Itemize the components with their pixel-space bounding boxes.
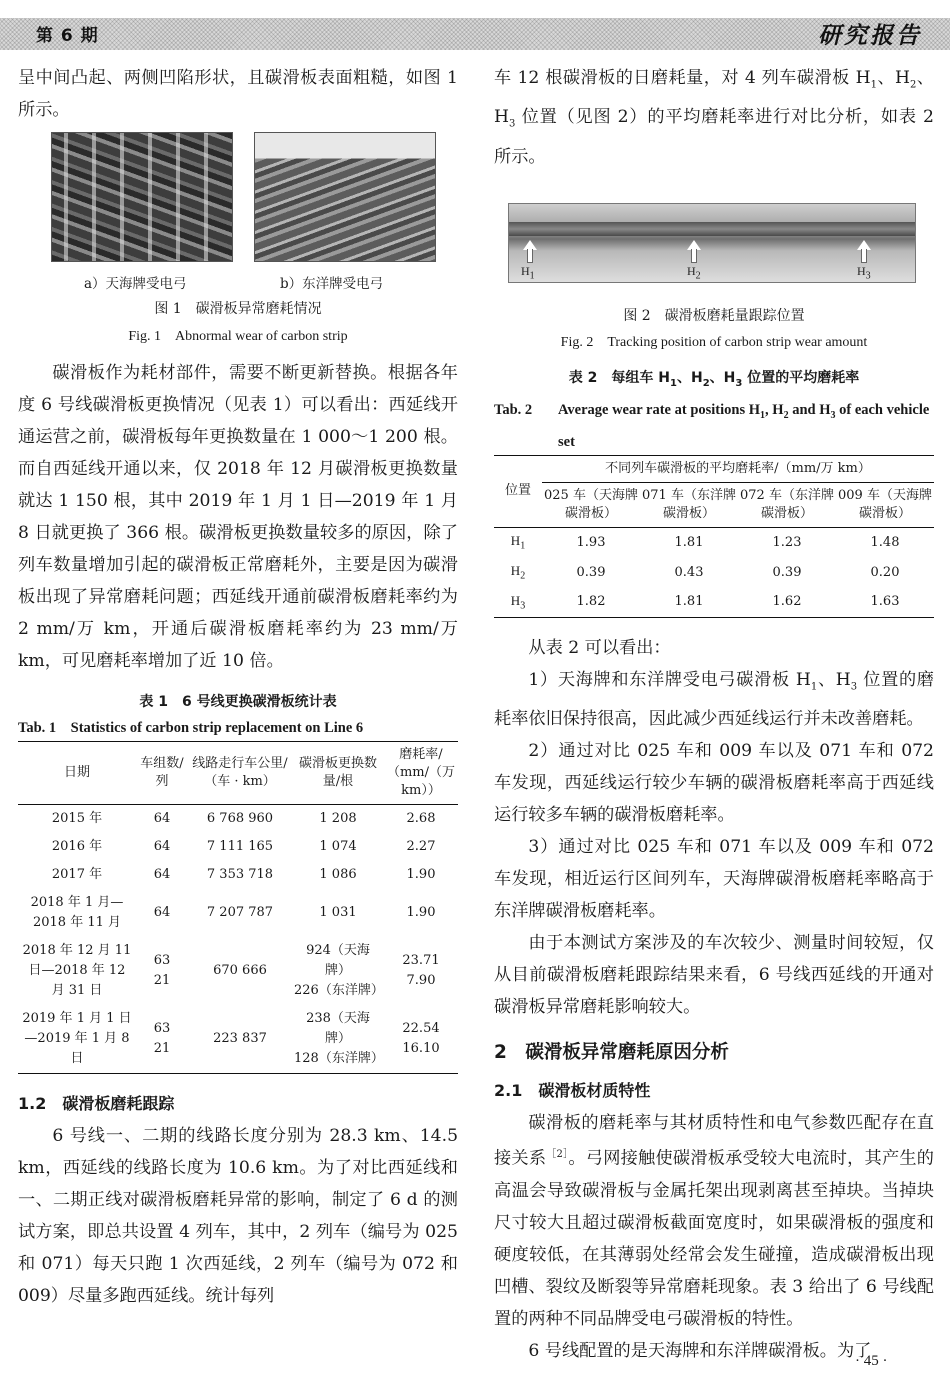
arrow-up-icon <box>857 240 871 266</box>
table-2-header-group: 不同列车碳滑板的平均磨耗率/（mm/万 km） <box>542 455 934 482</box>
table-2-cell-value: 1.63 <box>870 594 900 610</box>
table-1-cell-sets: 64 <box>153 905 171 920</box>
position-h2-label: $H_2$ <box>687 263 701 282</box>
table-1-cell-rate: 23.71 7.90 <box>402 953 440 988</box>
table-1-cell-rate: 22.54 16.10 <box>402 1021 440 1056</box>
table-2-header-025: 025 车（天海牌碳滑板） <box>542 482 640 527</box>
paragraph-finding-2: 2）通过对比 025 车和 009 车以及 071 车和 072 车发现，西延线运行较少车辆的碳滑板磨耗率高于西延线运行较多车辆的碳滑板磨耗率。 <box>494 741 934 825</box>
table-1-cell-date: 2018 年 1 月—2018 年 11 月 <box>30 895 124 930</box>
table-1-block <box>18 689 458 1074</box>
paragraph-last: 6 号线配置的是天海牌和东洋牌碳滑板。为了 <box>528 1340 872 1361</box>
table-1-header-km: 线路走行车公里/（车 · km） <box>188 742 292 805</box>
paragraph-conclusion: 由于本测试方案涉及的车次较少、测量时间较短，仅从目前碳滑板磨耗跟踪结果来看，6 号线西延线的开通对碳滑板异常磨耗影响较大。 <box>494 933 934 1017</box>
table-2-header-072: 072 车（东洋牌碳滑板） <box>738 482 836 527</box>
table-row <box>18 1005 458 1074</box>
table-1-cell-sets: 64 <box>153 811 171 826</box>
table-2-cell-value: 1.93 <box>576 534 606 550</box>
table-1-cell-sets: 64 <box>153 839 171 854</box>
table-1-cell-sets: 63 21 <box>153 953 171 988</box>
table-1-cell-count: 1 031 <box>319 905 357 920</box>
figure-2-caption-en: Fig. 2 Tracking position of carbon strip wear amount <box>560 334 868 350</box>
section-1-2-title: 1.2 碳滑板磨耗跟踪 <box>18 1094 175 1113</box>
right-column <box>494 62 934 1367</box>
table-1-header-sets: 车组数/列 <box>136 742 188 805</box>
left-column <box>18 62 458 1312</box>
table-2-cell-value: 0.43 <box>674 564 704 580</box>
table-1-cell-km: 7 353 718 <box>206 867 274 882</box>
table-row <box>18 833 458 861</box>
section-2-title: 2 碳滑板异常磨耗原因分析 <box>494 1042 729 1063</box>
paragraph-table2-intro: 从表 2 可以看出： <box>528 637 671 658</box>
table-1-cell-count: 1 086 <box>319 867 357 882</box>
table-2-cell-value: 1.23 <box>772 534 802 550</box>
table-2-cell-value: 0.39 <box>576 564 606 580</box>
table-row <box>494 527 934 557</box>
table-1-cell-date: 2018 年 12 月 11 日—2018 年 12 月 31 日 <box>22 943 132 998</box>
table-2-cell-value: 0.20 <box>870 564 900 580</box>
citation-2[interactable]: ［2］ <box>546 1149 569 1160</box>
table-2-cell-value: 1.81 <box>674 534 704 550</box>
table-2-header-009: 009 车（天海牌碳滑板） <box>836 482 934 527</box>
carbon-strip-photo <box>508 203 916 283</box>
table-1-cell-rate: 2.68 <box>406 811 436 826</box>
table-1-cell-km: 6 768 960 <box>206 811 274 826</box>
table-1-cell-date: 2016 年 <box>51 839 103 854</box>
paragraph-tracking: 6 号线一、二期的线路长度分别为 28.3 km、14.5 km，西延线的线路长度为 10.6 km。为了对比西延线和一、二期正线对碳滑板磨耗异常的影响，制定了 6 d 的测试方案，即总共设置 4 列车，其中，2 列车（编号为 025 和 071）每天只跑 1 次西延线，2 列车（编号为 072 和 009）尽量多跑西延线。统计每列 <box>18 1126 458 1306</box>
table-1-cell-sets: 64 <box>153 867 171 882</box>
table-2-cell-position: $H_1$ <box>510 533 526 552</box>
table-row <box>494 557 934 587</box>
table-1-cell-date: 2015 年 <box>51 811 103 826</box>
table-row <box>494 587 934 617</box>
table-2-block <box>494 365 934 618</box>
figure-1a-label: a）天海牌受电弓 <box>84 276 187 292</box>
table-row <box>18 861 458 889</box>
paragraph-material: 碳滑板的磨耗率与其材质特性和电气参数匹配存在直接关系$^{[2]}$。弓网接触使碳滑板承受较大电流时，其产生的高温会导致碳滑板与金属托架出现剥离甚至掉块。当掉块尺寸较大且超过碳滑板截面宽度时，如果碳滑板的强度和硬度较低，在其薄弱处经常会发生碰撞，造成碳滑板出现凹槽、裂纹及断裂等异常磨耗现象。表 3 给出了 6 号线配置的两种不同品牌受电弓碳滑板的特性。 <box>494 1113 934 1329</box>
figure-1-caption-cn: 图 1 碳滑板异常磨耗情况 <box>154 301 322 317</box>
arrow-up-icon <box>687 240 701 266</box>
table-row <box>18 937 458 1005</box>
table-1-header-count: 碳滑板更换数量/根 <box>292 742 384 805</box>
table-1-cell-km: 7 111 165 <box>206 839 274 854</box>
table-2-title-en: Tab. 2 Average wear rate at positions $H_1$, $H_2$ and $H_3$ of each vehicle set <box>494 401 930 450</box>
photo-dongyang-pantograph <box>254 132 436 262</box>
figure-1-caption-en: Fig. 1 Abnormal wear of carbon strip <box>128 329 348 344</box>
table-2 <box>494 455 934 618</box>
table-1-cell-count: 1 074 <box>319 839 357 854</box>
table-2-cell-position: $H_2$ <box>510 562 526 582</box>
table-2-cell-value: 0.39 <box>772 564 802 580</box>
table-2-cell-value: 1.62 <box>772 594 802 610</box>
journal-column-title: 研究报告 <box>818 22 922 49</box>
section-2-1-title: 2.1 碳滑板材质特性 <box>494 1081 651 1100</box>
table-2-cell-value: 1.48 <box>870 534 900 550</box>
table-1-title-cn: 表 1 6 号线更换碳滑板统计表 <box>139 694 337 710</box>
table-2-title-cn: 表 2 每组车 $H_1$、$H_2$、$H_3$ 位置的平均磨耗率 <box>568 369 860 389</box>
paragraph-continued: 车 12 根碳滑板的日磨耗量，对 4 列车碳滑板 $H_1$、$H_2$、$H_3$ 位置（见图 2）的平均磨耗率进行对比分析，如表 2 所示。 <box>494 68 934 167</box>
table-1-cell-rate: 1.90 <box>406 867 436 882</box>
table-1-cell-date: 2017 年 <box>51 867 103 882</box>
paragraph-intro: 呈中间凸起、两侧凹陷形状，且碳滑板表面粗糙，如图 1 所示。 <box>18 68 458 120</box>
figure-1b-label: b）东洋牌受电弓 <box>280 276 384 292</box>
table-2-cell-position: $H_3$ <box>510 592 526 612</box>
table-1-cell-count: 1 208 <box>319 811 357 826</box>
paragraph-finding-3: 3）通过对比 025 车和 071 车以及 009 车和 072 车发现，相近运行区间列车，天海牌碳滑板磨耗率略高于东洋牌碳滑板磨耗率。 <box>494 837 934 921</box>
table-1-cell-km: 7 207 787 <box>206 905 274 920</box>
figure-2 <box>494 203 934 303</box>
table-1-cell-rate: 1.90 <box>406 905 436 920</box>
table-1-header-date: 日期 <box>18 742 136 805</box>
issue-number: 第 6 期 <box>36 26 99 46</box>
table-1 <box>18 741 458 1074</box>
table-1-cell-km: 223 837 <box>213 1031 267 1046</box>
table-1-cell-count: 238（天海牌） 128（东洋牌） <box>294 1011 384 1066</box>
photo-tianhai-pantograph <box>51 132 233 262</box>
position-h1-label: $H_1$ <box>521 263 535 282</box>
table-2-cell-value: 1.81 <box>674 594 704 610</box>
table-1-cell-date: 2019 年 1 月 1 日—2019 年 1 月 8 日 <box>22 1011 132 1066</box>
table-1-cell-rate: 2.27 <box>406 839 436 854</box>
table-1-cell-km: 670 666 <box>213 963 267 978</box>
table-1-header-rate: 磨耗率/（mm/（万 km）） <box>384 742 458 805</box>
figure-2-caption-cn: 图 2 碳滑板磨耗量跟踪位置 <box>623 307 805 324</box>
figure-1 <box>18 132 458 404</box>
header-bar <box>0 18 950 50</box>
paragraph-replacement: 碳滑板作为耗材部件，需要不断更新替换。根据各年度 6 号线碳滑板更换情况（见表 1）可以看出：西延线开通运营之前，碳滑板每年更换数量在 1 000～1 200 根。而自西延线开通以来，仅 2018 年 12 月碳滑板更换数量就达 1 150 根，其中 2019 年 1 月 1 日—2019 年 1 月 8 日就更换了 366 根。碳滑板更换数量较多的原因，除了列车数量增加引起的碳滑板正常磨耗外，主要是因为碳滑板出现了异常磨耗问题；西延线开通前碳滑板磨耗率约为 2 mm/万 km，开通后碳滑板磨耗率约为 23 mm/万 km，可见磨耗率增加了近 10 倍。 <box>18 363 458 671</box>
table-1-title-en: Tab. 1 Statistics of carbon strip replacement on Line 6 <box>18 720 364 736</box>
carbon-strip <box>509 222 915 236</box>
table-2-cell-value: 1.82 <box>576 594 606 610</box>
table-row <box>18 889 458 937</box>
paragraph-finding-1: 1）天海牌和东洋牌受电弓碳滑板 $H_1$、$H_3$ 位置的磨耗率依旧保持很高，因此减少西延线运行并未改善磨耗。 <box>494 669 934 729</box>
page-number: · 45 · <box>855 1353 888 1369</box>
table-2-header-071: 071 车（东洋牌碳滑板） <box>640 482 738 527</box>
table-2-header-position: 位置 <box>494 455 542 527</box>
arrow-up-icon <box>523 240 537 266</box>
table-row <box>18 805 458 834</box>
table-1-cell-sets: 63 21 <box>153 1021 171 1056</box>
table-1-cell-count: 924（天海牌） 226（东洋牌） <box>294 943 384 998</box>
position-h3-label: $H_3$ <box>857 263 871 282</box>
